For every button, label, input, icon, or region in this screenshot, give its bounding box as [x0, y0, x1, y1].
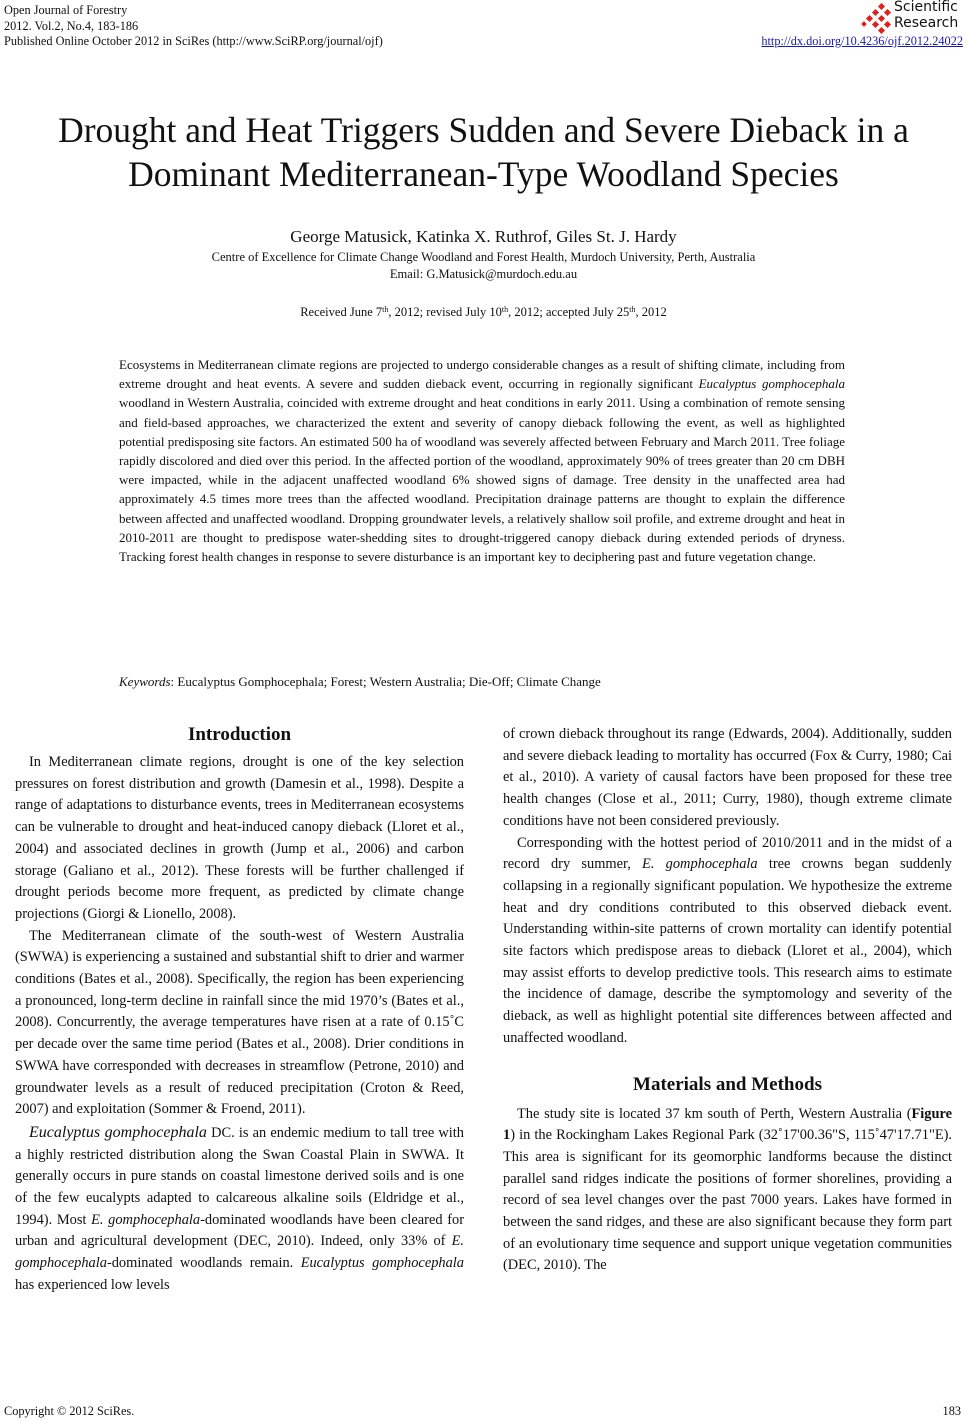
scientific-research-logo: [861, 0, 963, 36]
paragraph-text: ) in the Rockingham Lakes Regional Park (32˚17'00.36"S, 115˚47'17.71"E). This area is significant for its geomorphic landforms because the distinct parallel sand ridges indicate the positions of former shorelines, providing a record of sea level changes over the past 7000 years. Lakes have formed in between the sand ridges, and these are also significant because they form part of an evolutionary time sequence and support unique vegetation communities (DEC, 2010). The: [503, 1127, 952, 1274]
logo-text: [894, 0, 958, 31]
keywords: [119, 672, 845, 691]
paragraph: [15, 1122, 464, 1297]
species-name: E. gomphocephala: [91, 1211, 201, 1228]
logo-line-1: Scientific: [894, 0, 958, 15]
published-info: Published Online October 2012 in SciRes (http://www.SciRP.org/journal/ojf): [4, 34, 383, 48]
article-dates: [0, 304, 967, 321]
copyright: Copyright © 2012 SciRes.: [4, 1404, 135, 1418]
paragraph-text: Corresponding with the hottest period of 2010/2011 and in the midst of a record dry summer,: [503, 834, 952, 873]
species-name: E. gomphocephala: [15, 1233, 464, 1272]
journal-header: [4, 3, 383, 50]
paragraph-text: DC. is an endemic medium to tall tree with a highly restricted distribution along the Swan Coastal Plain in SWWA. It generally occurs in pure stands on coastal limestone derived soils and is one of the few eucalypts adapted to calcareous alkaline soils (Eldridge et al., 1994). Most: [15, 1124, 465, 1228]
title-line-2: Dominant Mediterranean-Type Woodland Species: [128, 154, 839, 194]
ordinal-suffix: th: [501, 305, 509, 314]
article-title: [0, 108, 967, 196]
keywords-label: Keywords: [119, 674, 171, 689]
diamond-cluster-icon: [861, 3, 893, 35]
ordinal-suffix: th: [629, 305, 636, 314]
received-date: Received June 7: [300, 305, 383, 319]
dates-suffix: , 2012: [635, 305, 667, 319]
paragraph-text: The study site is located 37 km south of Perth, Western Australia (: [517, 1105, 912, 1122]
revised-date: , 2012; revised July 10: [388, 305, 502, 319]
paragraph-text: -dominated woodlands have been cleared for urban and agricultural development (DEC, 2010). Indeed, only 33% of: [15, 1211, 464, 1250]
paragraph: In Mediterranean climate regions, drought is one of the key selection pressures on forest distribution and growth (Damesin et al., 1998). Despite a range of adaptations to disturbance events, trees in Mediterranean ecosystems can be vulnerable to drought and heat-induced canopy dieback (Lloret et al., 2004) and associated declines in growth (Jump et al., 2006) and carbon storage (Galiano et al., 2012). These forests will be further challenged if drought periods become more frequent, as predicted by climate change projections (Giorgi & Lionello, 2008).: [15, 754, 464, 922]
left-column: [15, 722, 464, 1297]
logo-line-2: Research: [894, 14, 959, 31]
paragraph: of crown dieback throughout its range (Edwards, 2004). Additionally, sudden and severe dieback leading to mortality has occurred (Fox & Curry, 1980; Cai et al., 2010). A variety of causal factors have been proposed for these tree health changes (Close et al., 2011; Curry, 1980), though extreme climate conditions have not been considered previously.: [503, 726, 952, 829]
paragraph-text: -dominated woodlands remain.: [106, 1255, 301, 1272]
abstract-text: Ecosystems in Mediterranean climate regions are projected to undergo considerable changes as a result of shifting climate, including from extreme drought and heat events. A severe and sudden dieback event, occurring in regionally significant: [119, 357, 845, 392]
affiliation-block: [0, 249, 967, 283]
ordinal-suffix: th: [382, 305, 389, 314]
volume-info: 2012. Vol.2, No.4, 183-186: [4, 18, 139, 33]
section-heading-introduction: Introduction: [187, 724, 292, 745]
page-number: 183: [942, 1404, 961, 1418]
species-name: Eucalyptus gomphocephala: [29, 1123, 207, 1141]
abstract-text: woodland in Western Australia, coincided with extreme drought and heat conditions in early 2011. Using a combination of remote sensing and field-based approaches, we characterized the extent and severity of canopy dieback following the event, as well as highlighted potential predisposing site factors. An estimated 500 ha of woodland was severely affected between February and March 2011. Tree foliage rapidly discolored and died over this period. In the affected portion of the woodland, approximately 90% of trees greater than 20 cm DBH were impacted, while in the adjacent unaffected woodland 6% showed signs of damage. Tree density in the unaffected area had approximately 4.5 times more trees than the affected woodland. Precipitation drainage patterns are thought to explain the difference between affected and unaffected woodland. Dropping groundwater levels, a relatively shallow soil profile, and extreme drought and heat in 2010-2011 are thought to predispose water-shedding sites to drought-triggered canopy dieback during extended periods of dryness. Tracking forest health changes in response to severe disturbance is an important key to deciphering past and future vegetation change.: [119, 395, 845, 565]
species-name: Eucalyptus gomphocephala: [300, 1255, 464, 1272]
paragraph-text: tree crowns began suddenly collapsing in a regionally significant population. We hypothesize the extreme heat and dry conditions contributed to this observed dieback event. Understanding within-site patterns of crown mortality can identify potential site factors which predispose areas to dieback (Lloret et al., 2004), which may assist efforts to develop predictive tools. This research aims to estimate the incidence of damage, describe the symptomology and severity of the dieback, as well as highlight potential site differences between affected and unaffected woodland.: [503, 856, 952, 1046]
author-email: Email: G.Matusick@murdoch.edu.au: [389, 267, 578, 281]
doi-link[interactable]: http://dx.doi.org/10.4236/ojf.2012.24022: [761, 34, 963, 48]
authors: George Matusick, Katinka X. Ruthrof, Giles St. J. Hardy: [290, 227, 677, 246]
accepted-date: , 2012; accepted July 25: [508, 305, 630, 319]
paragraph: [503, 833, 952, 1050]
paragraph: The Mediterranean climate of the south-west of Western Australia (SWWA) is experiencing a sustained and substantial shift to drier and warmer conditions (Bates et al., 2008). Specifically, the region has been experiencing a pronounced, long-term decline in rainfall since the mid 1970’s (Bates et al., 2008). Concurrently, the average temperatures have risen at a rate of 0.15˚C per decade over the same time period (Bates et al., 2008). Drier conditions in SWWA have corresponded with decreases in streamflow (Petrone, 2010) and groundwater levels as a result of reduced precipitation (Croton & Reed, 2007) and exploitation (Sommer & Froend, 2011).: [15, 927, 464, 1118]
section-heading-methods: Materials and Methods: [633, 1073, 822, 1095]
paragraph-text: has experienced low levels: [15, 1276, 170, 1293]
keywords-list: : Eucalyptus Gomphocephala; Forest; Western Australia; Die-Off; Climate Change: [170, 674, 601, 689]
species-name: E. gomphocephala: [642, 856, 758, 873]
journal-name: Open Journal of Forestry: [4, 3, 128, 17]
species-name: Eucalyptus gomphocephala: [698, 376, 846, 392]
paragraph: [503, 1104, 952, 1278]
figure-reference-link[interactable]: Figure 1: [503, 1105, 952, 1144]
affiliation: Centre of Excellence for Climate Change Woodland and Forest Health, Murdoch University, Perth, Australia: [211, 250, 756, 264]
right-column: [503, 722, 952, 1277]
title-line-1: Drought and Heat Triggers Sudden and Severe Dieback in a: [58, 110, 909, 150]
abstract: [119, 355, 845, 566]
